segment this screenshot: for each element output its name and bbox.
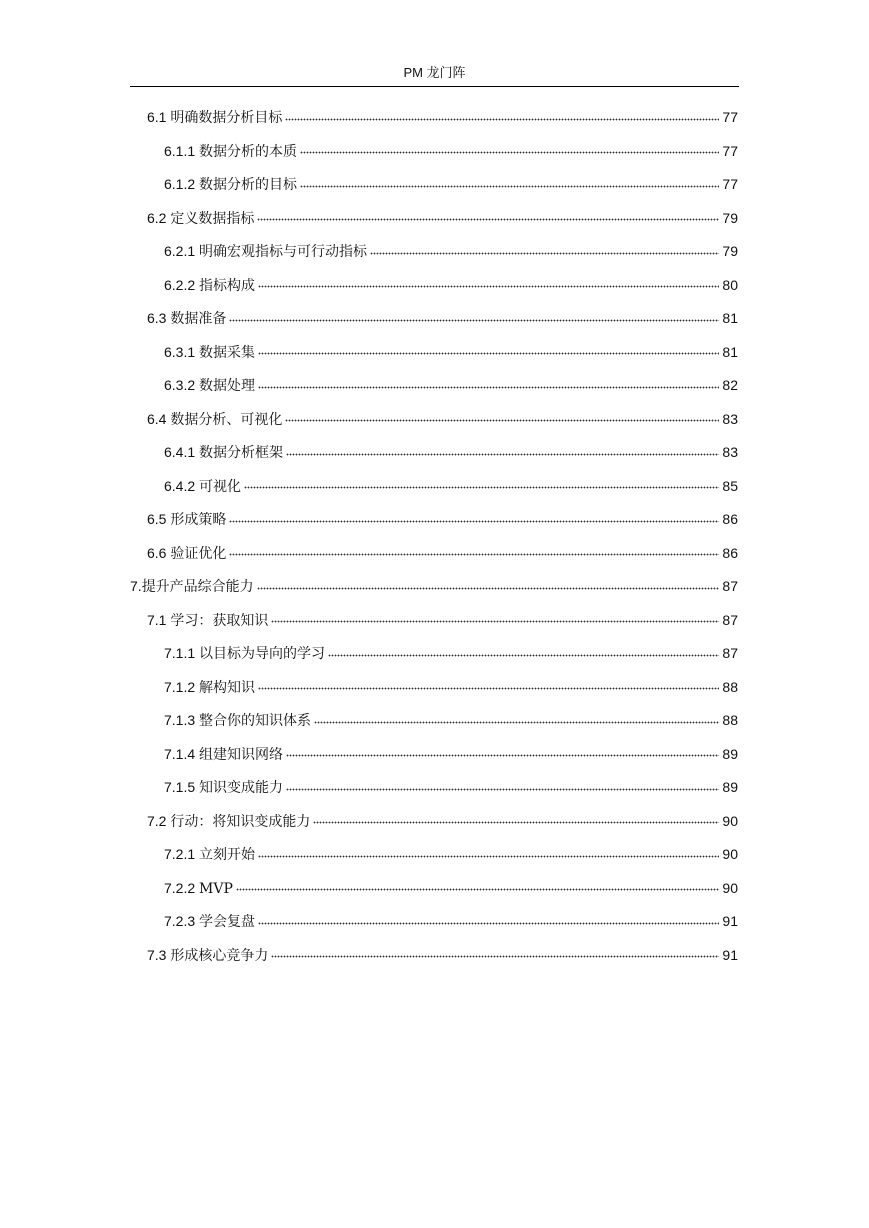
toc-dot-leader xyxy=(229,310,719,322)
toc-entry-number: 6.1.1 xyxy=(164,142,196,159)
page-header-title: PM 龙门阵 xyxy=(403,65,466,80)
toc-entry-page-number: 86 xyxy=(722,511,738,527)
toc-entry-number: 7.2 xyxy=(147,812,167,829)
toc-entry-title: 知识变成能力 xyxy=(199,780,284,796)
toc-entry-title: 可视化 xyxy=(199,478,242,495)
toc-entry[interactable] xyxy=(130,235,738,269)
toc-entry-page-number: 77 xyxy=(722,109,738,125)
toc-entry[interactable] xyxy=(130,336,738,370)
toc-entry[interactable] xyxy=(130,403,738,437)
toc-entry-title: MVP xyxy=(199,880,233,897)
toc-entry[interactable] xyxy=(130,503,738,537)
toc-entry-number: 6.2.1 xyxy=(164,243,196,259)
toc-dot-leader xyxy=(229,544,719,556)
toc-dot-leader xyxy=(257,209,719,221)
toc-entry-title: 数据采集 xyxy=(199,344,256,361)
toc-entry-number: 6.5 xyxy=(147,511,167,527)
toc-entry-page-number: 77 xyxy=(722,176,738,192)
toc-dot-leader xyxy=(286,779,719,791)
toc-entry-page-number: 83 xyxy=(722,444,738,460)
toc-entry-title: 数据分析的目标 xyxy=(199,177,298,193)
toc-entry-page-number: 81 xyxy=(722,343,738,360)
toc-entry-number: 6.4.2 xyxy=(164,477,196,494)
toc-entry-number: 6.3.2 xyxy=(164,377,196,393)
toc-entry-number: 6.3 xyxy=(147,310,167,326)
toc-dot-leader xyxy=(257,578,719,590)
toc-entry-page-number: 87 xyxy=(722,645,738,661)
toc-dot-leader xyxy=(258,343,719,355)
toc-dot-leader xyxy=(271,611,719,623)
toc-dot-leader xyxy=(258,678,719,690)
toc-entry[interactable] xyxy=(130,101,738,135)
toc-entry[interactable] xyxy=(130,604,738,638)
toc-entry-page-number: 86 xyxy=(722,544,738,561)
toc-entry-page-number: 90 xyxy=(722,812,738,829)
toc-entry[interactable] xyxy=(130,470,738,504)
toc-entry-title: 学会复盘 xyxy=(199,914,256,930)
toc-entry[interactable] xyxy=(130,738,738,772)
toc-dot-leader xyxy=(300,142,719,154)
toc-entry-number: 6.2 xyxy=(147,209,167,226)
toc-dot-leader xyxy=(286,745,719,757)
toc-entry-number: 7.1.4 xyxy=(164,745,196,762)
toc-entry[interactable] xyxy=(130,168,738,202)
toc-entry-number: 6.4 xyxy=(147,410,167,427)
toc-entry-title: 数据分析、可视化 xyxy=(170,411,283,428)
toc-entry[interactable] xyxy=(130,570,738,604)
toc-entry-title: 数据分析的本质 xyxy=(199,143,298,160)
toc-dot-leader xyxy=(271,946,719,958)
toc-entry[interactable] xyxy=(130,637,738,671)
toc-entry[interactable] xyxy=(130,939,738,973)
toc-dot-leader xyxy=(285,109,719,121)
toc-entry-title: 形成核心竞争力 xyxy=(170,947,269,964)
toc-entry-page-number: 90 xyxy=(722,846,738,862)
toc-dot-leader xyxy=(286,444,719,456)
toc-entry-title: 形成策略 xyxy=(170,512,227,528)
toc-entry-title: 以目标为导向的学习 xyxy=(199,646,326,662)
toc-entry[interactable] xyxy=(130,135,738,169)
toc-entry-page-number: 79 xyxy=(722,243,738,259)
toc-dot-leader xyxy=(313,812,719,824)
toc-entry-number: 7.2.2 xyxy=(164,879,196,896)
toc-entry-number: 7.1.3 xyxy=(164,712,196,728)
toc-entry-page-number: 89 xyxy=(722,779,738,795)
toc-entry-number: 6.3.1 xyxy=(164,343,196,360)
toc-dot-leader xyxy=(300,176,719,188)
toc-entry[interactable] xyxy=(130,805,738,839)
toc-entry[interactable] xyxy=(130,369,738,403)
toc-entry-number: 6.1.2 xyxy=(164,176,196,192)
toc-dot-leader xyxy=(328,645,719,657)
toc-entry[interactable] xyxy=(130,838,738,872)
toc-dot-leader xyxy=(258,276,719,288)
toc-dot-leader xyxy=(285,410,719,422)
toc-entry-title: 验证优化 xyxy=(170,545,227,562)
toc-entry[interactable] xyxy=(130,537,738,571)
toc-entry-number: 7.2.1 xyxy=(164,846,196,862)
toc-entry-page-number: 79 xyxy=(722,209,738,226)
toc-entry-page-number: 85 xyxy=(722,477,738,494)
toc-entry-page-number: 91 xyxy=(722,946,738,963)
toc-entry-title: 明确数据分析目标 xyxy=(170,110,283,126)
toc-entry-number: 7.1 xyxy=(147,611,167,628)
table-of-contents xyxy=(130,101,738,972)
toc-entry-page-number: 83 xyxy=(722,410,738,427)
toc-entry-page-number: 87 xyxy=(722,611,738,628)
toc-entry-title: 组建知识网络 xyxy=(199,746,284,763)
toc-entry-title: 立刻开始 xyxy=(199,847,256,863)
toc-entry[interactable] xyxy=(130,872,738,906)
toc-dot-leader xyxy=(258,377,719,389)
toc-entry-number: 7. xyxy=(130,578,142,594)
toc-entry[interactable] xyxy=(130,671,738,705)
toc-entry-page-number: 88 xyxy=(722,678,738,695)
toc-entry[interactable] xyxy=(130,269,738,303)
toc-entry-title: 指标构成 xyxy=(199,277,256,294)
toc-entry-page-number: 81 xyxy=(722,310,738,326)
toc-entry-title: 数据准备 xyxy=(170,311,227,327)
toc-entry-title: 学习：获取知识 xyxy=(170,612,269,629)
toc-entry-page-number: 80 xyxy=(722,276,738,293)
toc-entry-number: 7.3 xyxy=(147,946,167,963)
toc-entry-page-number: 90 xyxy=(722,879,738,896)
toc-entry-title: 数据分析框架 xyxy=(199,445,284,461)
toc-entry[interactable] xyxy=(130,905,738,939)
toc-entry[interactable] xyxy=(130,302,738,336)
toc-entry-number: 6.6 xyxy=(147,544,167,561)
toc-dot-leader xyxy=(370,243,719,255)
toc-entry-page-number: 91 xyxy=(722,913,738,929)
toc-entry-title: 解构知识 xyxy=(199,679,256,696)
toc-dot-leader xyxy=(258,913,719,925)
toc-entry-title: 行动：将知识变成能力 xyxy=(170,813,311,830)
toc-entry-number: 7.2.3 xyxy=(164,913,196,929)
toc-entry-title: 定义数据指标 xyxy=(170,210,255,227)
toc-entry-number: 7.1.2 xyxy=(164,678,196,695)
toc-entry[interactable] xyxy=(130,436,738,470)
toc-entry-title: 明确宏观指标与可行动指标 xyxy=(199,244,368,260)
toc-entry[interactable] xyxy=(130,771,738,805)
toc-entry-title: 提升产品综合能力 xyxy=(141,579,254,595)
toc-entry-title: 数据处理 xyxy=(199,378,256,394)
toc-entry-page-number: 77 xyxy=(722,142,738,159)
toc-entry-title: 整合你的知识体系 xyxy=(199,713,312,729)
toc-entry-number: 6.1 xyxy=(147,109,167,125)
toc-entry[interactable] xyxy=(130,202,738,236)
toc-entry[interactable] xyxy=(130,704,738,738)
toc-entry-page-number: 89 xyxy=(722,745,738,762)
toc-entry-page-number: 82 xyxy=(722,377,738,393)
toc-dot-leader xyxy=(236,879,719,891)
toc-dot-leader xyxy=(229,511,719,523)
toc-entry-page-number: 88 xyxy=(722,712,738,728)
toc-dot-leader xyxy=(314,712,719,724)
toc-entry-number: 6.4.1 xyxy=(164,444,196,460)
toc-dot-leader xyxy=(244,477,719,489)
page-header xyxy=(130,62,739,87)
toc-entry-number: 7.1.5 xyxy=(164,779,196,795)
toc-entry-number: 6.2.2 xyxy=(164,276,196,293)
toc-entry-page-number: 87 xyxy=(722,578,738,594)
toc-entry-number: 7.1.1 xyxy=(164,645,196,661)
toc-dot-leader xyxy=(258,846,719,858)
